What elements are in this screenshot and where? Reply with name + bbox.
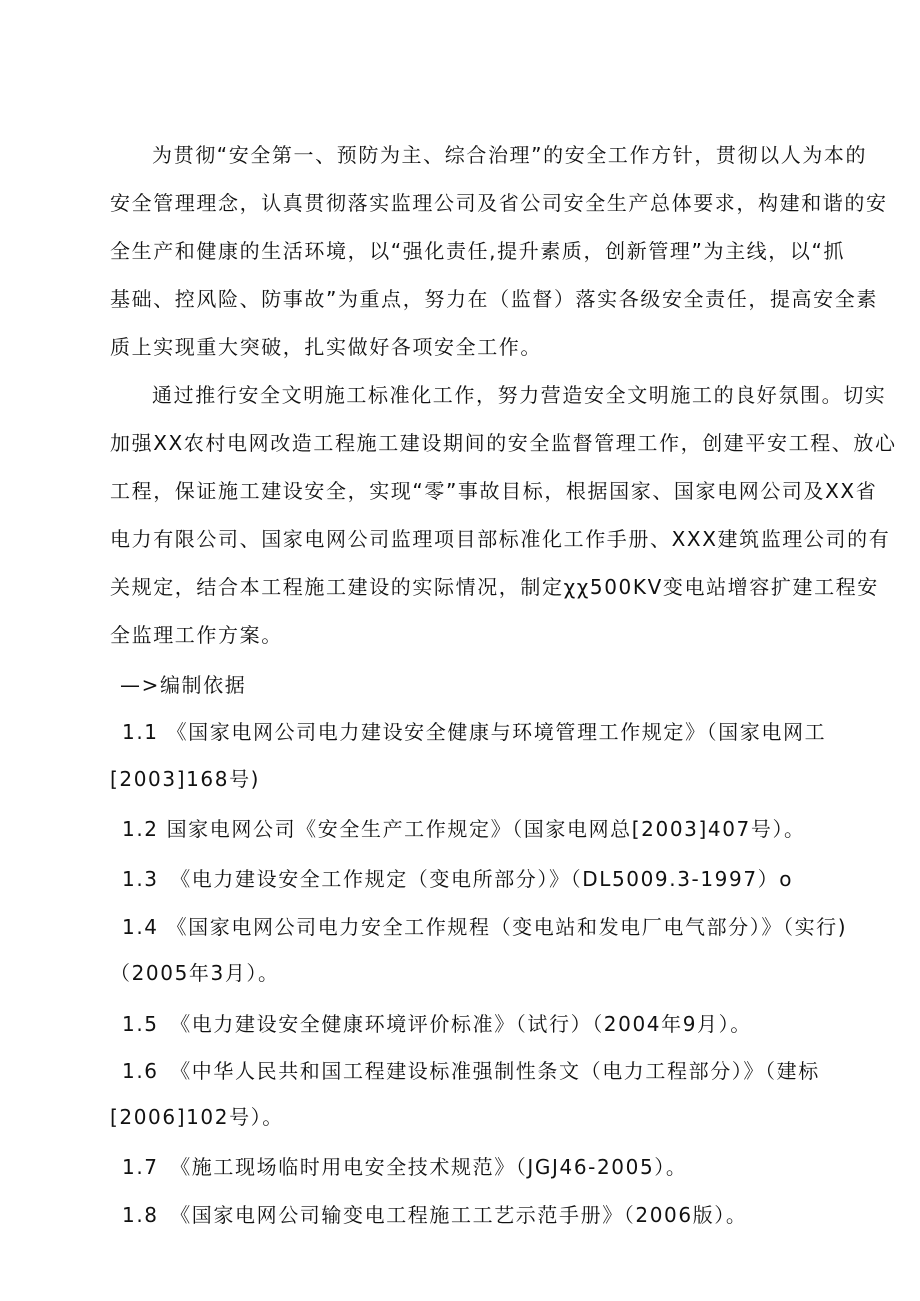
reference-6-line-1: 1.6 《中华人民共和国工程建设标准强制性条文（电力工程部分）》（建标 xyxy=(122,1059,820,1083)
paragraph-2-line-6: 全监理工作方案。 xyxy=(110,623,283,647)
reference-4-line-2: （2005年3月）。 xyxy=(110,961,280,985)
paragraph-2-line-3: 工程，保证施工建设安全，实现“零”事故目标，根据国家、国家电网公司及XX省 xyxy=(110,479,878,503)
reference-8: 1.8 《国家电网公司输变电工程施工工艺示范手册》（2006版）。 xyxy=(122,1203,748,1227)
paragraph-2-line-2: 加强XX农村电网改造工程施工建设期间的安全监督管理工作，创建平安工程、放心 xyxy=(110,431,897,455)
reference-4-line-1: 1.4 《国家电网公司电力安全工作规程（变电站和发电厂电气部分）》（实行) xyxy=(122,915,848,939)
reference-7: 1.7 《施工现场临时用电安全技术规范》（JGJ46-2005）。 xyxy=(122,1155,688,1179)
reference-5: 1.5 《电力建设安全健康环境评价标准》（试行）（2004年9月）。 xyxy=(122,1012,752,1036)
paragraph-1-line-3: 全生产和健康的生活环境，以“强化责任,提升素质，创新管理”为主线，以“抓 xyxy=(110,239,846,263)
paragraph-1-line-4: 基础、控风险、防事故”为重点，努力在（监督）落实各级安全责任，提高安全素 xyxy=(110,287,878,311)
reference-6-line-2: [2006]102号）。 xyxy=(110,1105,284,1129)
paragraph-2-line-4: 电力有限公司、国家电网公司监理项目部标准化工作手册、XXX建筑监理公司的有 xyxy=(110,527,891,551)
section-heading: —>编制依据 xyxy=(120,673,247,697)
reference-1-line-1: 1.1 《国家电网公司电力建设安全健康与环境管理工作规定》（国家电网工 xyxy=(122,720,827,744)
paragraph-2-line-5: 关规定，结合本工程施工建设的实际情况，制定χχ500KV变电站增容扩建工程安 xyxy=(110,575,879,599)
paragraph-1-line-5: 质上实现重大突破，扎实做好各项安全工作。 xyxy=(110,335,542,359)
paragraph-1-line-1: 为贯彻“安全第一、预防为主、综合治理”的安全工作方针，贯彻以人为本的 xyxy=(152,143,868,167)
reference-3: 1.3 《电力建设安全工作规定（变电所部分）》（DL5009.3-1997）o xyxy=(122,867,794,891)
paragraph-1-line-2: 安全管理理念，认真贯彻落实监理公司及省公司安全生产总体要求，构建和谐的安 xyxy=(110,191,888,215)
paragraph-2-line-1: 通过推行安全文明施工标准化工作，努力营造安全文明施工的良好氛围。切实 xyxy=(152,383,887,407)
reference-2: 1.2 国家电网公司《安全生产工作规定》（国家电网总[2003]407号）。 xyxy=(122,817,806,841)
reference-1-line-2: [2003]168号) xyxy=(110,767,261,791)
